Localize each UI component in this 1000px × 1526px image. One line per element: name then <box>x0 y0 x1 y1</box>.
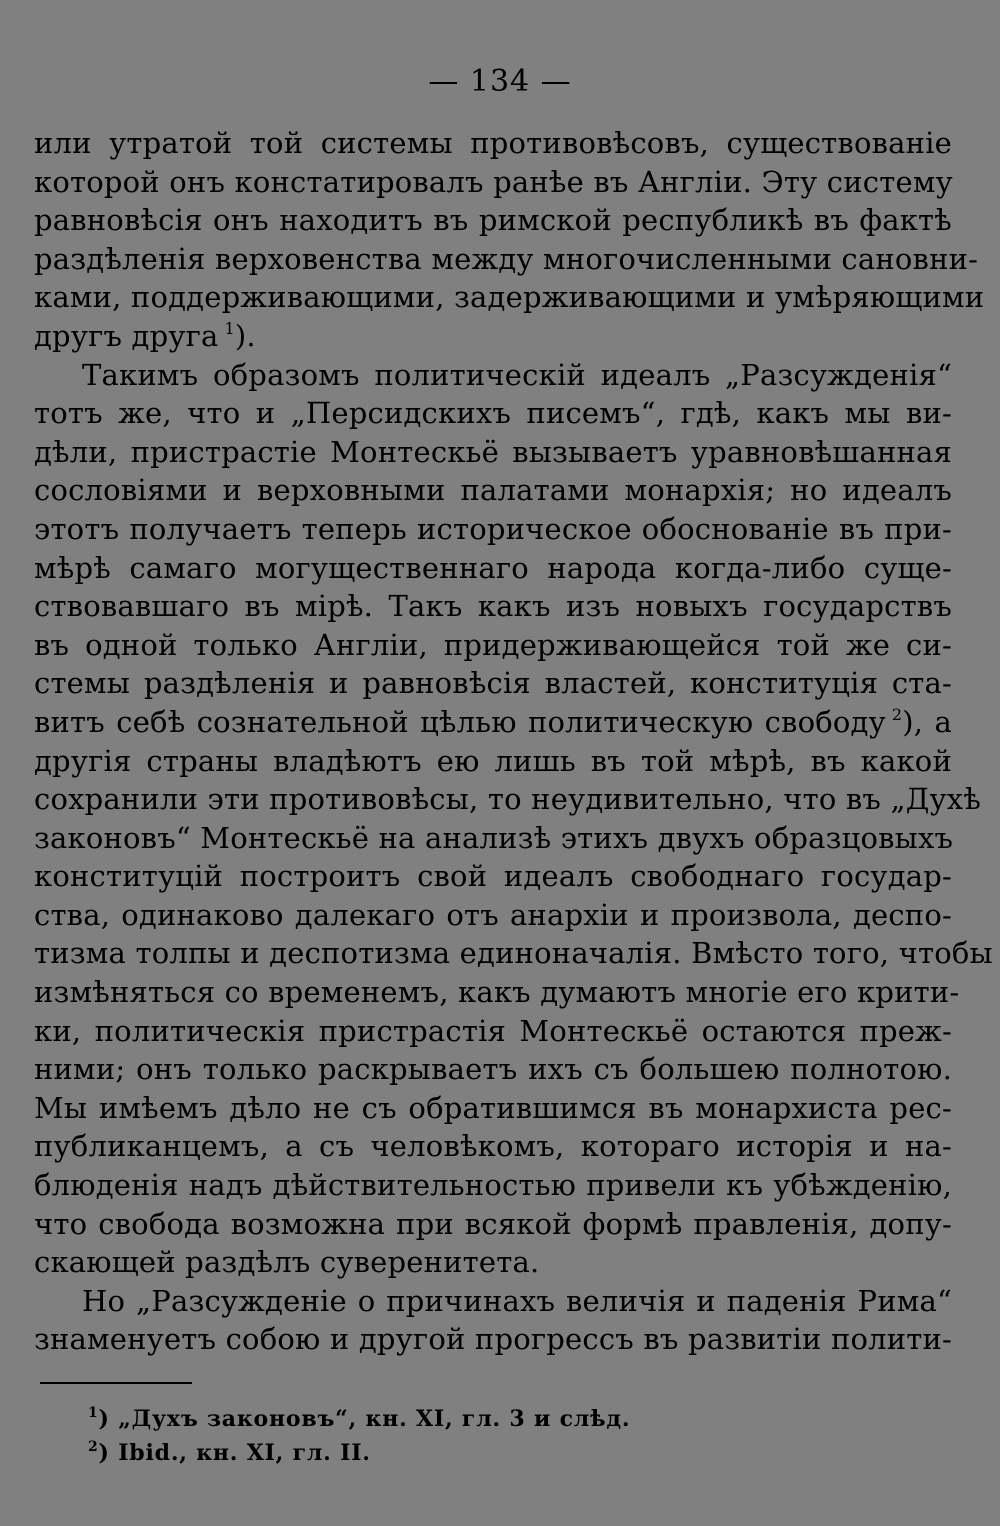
footnote-text: ) Ibid., кн. XI, гл. II. <box>98 1440 371 1466</box>
text-line <box>34 703 952 742</box>
text-line: скающей раздѣлъ суверенитета. <box>34 1245 540 1280</box>
text-line: законовъ“ Монтескьё на анализѣ этихъ двухъ образцовыхъ <box>34 820 954 855</box>
text-line: которой онъ констатировалъ ранѣе въ Англіи. Эту систему <box>34 164 953 199</box>
text-line: въ одной только Англіи, придерживающейся той же си- <box>34 627 952 662</box>
text-line: сословіями и верховными палатами монархія; но идеалъ <box>34 473 952 508</box>
text-line: конституцій построитъ свой идеалъ свободнаго государ- <box>34 859 952 894</box>
text-line: публиканцемъ, а съ человѣкомъ, котораго исторія и на- <box>34 1129 952 1164</box>
text-line-tail: ). <box>234 318 256 353</box>
footnote-marker: 2 <box>88 1439 99 1455</box>
footnotes <box>88 1402 888 1470</box>
text-line: ствовавшаго въ мірѣ. Такъ какъ изъ новыхъ государствъ <box>34 589 952 624</box>
footnote-marker: 1 <box>88 1405 99 1421</box>
text-line: этотъ получаетъ теперь историческое обоснованіе въ при- <box>34 511 952 546</box>
text-line: другія страны владѣютъ ею лишь въ той мѣрѣ, въ какой <box>34 743 952 778</box>
text-line: знаменуетъ собою и другой прогрессъ въ развитіи полити- <box>34 1322 953 1357</box>
text-line-content: другъ друга <box>34 318 219 353</box>
text-line-tail: ), а <box>902 704 952 739</box>
text-line: стемы раздѣленія и равновѣсія властей, конституція ста- <box>34 666 952 701</box>
text-line: мѣрѣ самаго могущественнаго народа когда-либо суще- <box>34 550 952 585</box>
text-line: Такимъ образомъ политическій идеалъ „Разсужденія“ <box>82 357 952 392</box>
text-line: дѣли, пристрастіе Монтескьё вызываетъ уравновѣшанная <box>34 434 952 469</box>
text-line: тотъ же, что и „Персидскихъ писемъ“, гдѣ, какъ мы ви- <box>34 396 952 431</box>
text-line: Но „Разсужденіе о причинахъ величія и паденія Рима“ <box>82 1283 952 1318</box>
text-line: ства, одинаково далекаго отъ анархіи и произвола, деспо- <box>34 897 952 932</box>
paragraph-2 <box>34 356 993 1282</box>
paragraph-1 <box>34 124 985 356</box>
text-line: блюденія надъ дѣйствительностью привели къ убѣжденію, <box>34 1168 952 1203</box>
footnote-text: ) „Духъ законовъ“, кн. XI, гл. 3 и слѣд. <box>98 1406 631 1432</box>
text-line-content: витъ себѣ сознательной цѣлью политическую свободу <box>34 704 886 739</box>
footnote-1 <box>88 1402 888 1436</box>
text-line: тизма толпы и деспотизма единоначалія. Вмѣсто того, чтобы <box>34 936 993 971</box>
text-line: ками, поддерживающими, задерживающими и умѣряющими <box>34 280 985 315</box>
text-line: измѣняться со временемъ, какъ думаютъ многіе его крити- <box>34 975 960 1010</box>
footnote-2 <box>88 1436 888 1470</box>
text-line: раздѣленія верховенства между многочисленными сановни- <box>34 241 979 276</box>
page-number: — 134 — <box>428 64 572 99</box>
text-line: ки, политическія пристрастія Монтескьё остаются преж- <box>34 1013 952 1048</box>
body-text <box>34 124 993 1359</box>
paragraph-3 <box>34 1282 952 1359</box>
footnote-ref-2: 2 <box>891 704 903 724</box>
text-line: ними; онъ только раскрываетъ ихъ съ большею полнотою. <box>34 1052 952 1087</box>
text-line: или утратой той системы противовѣсовъ, существованіе <box>34 126 952 160</box>
text-line: Мы имѣемъ дѣло не съ обратившимся въ монархиста рес- <box>34 1090 952 1125</box>
footnote-divider <box>40 1382 192 1384</box>
text-line: сохранили эти противовѣсы, то неудивительно, что въ „Духѣ <box>34 782 982 817</box>
text-line: равновѣсія онъ находитъ въ римской республикѣ въ фактѣ <box>34 203 952 238</box>
footnote-ref-1: 1 <box>224 318 235 338</box>
text-line: что свобода возможна при всякой формѣ правленія, допу- <box>34 1206 952 1241</box>
text-line <box>34 317 952 356</box>
